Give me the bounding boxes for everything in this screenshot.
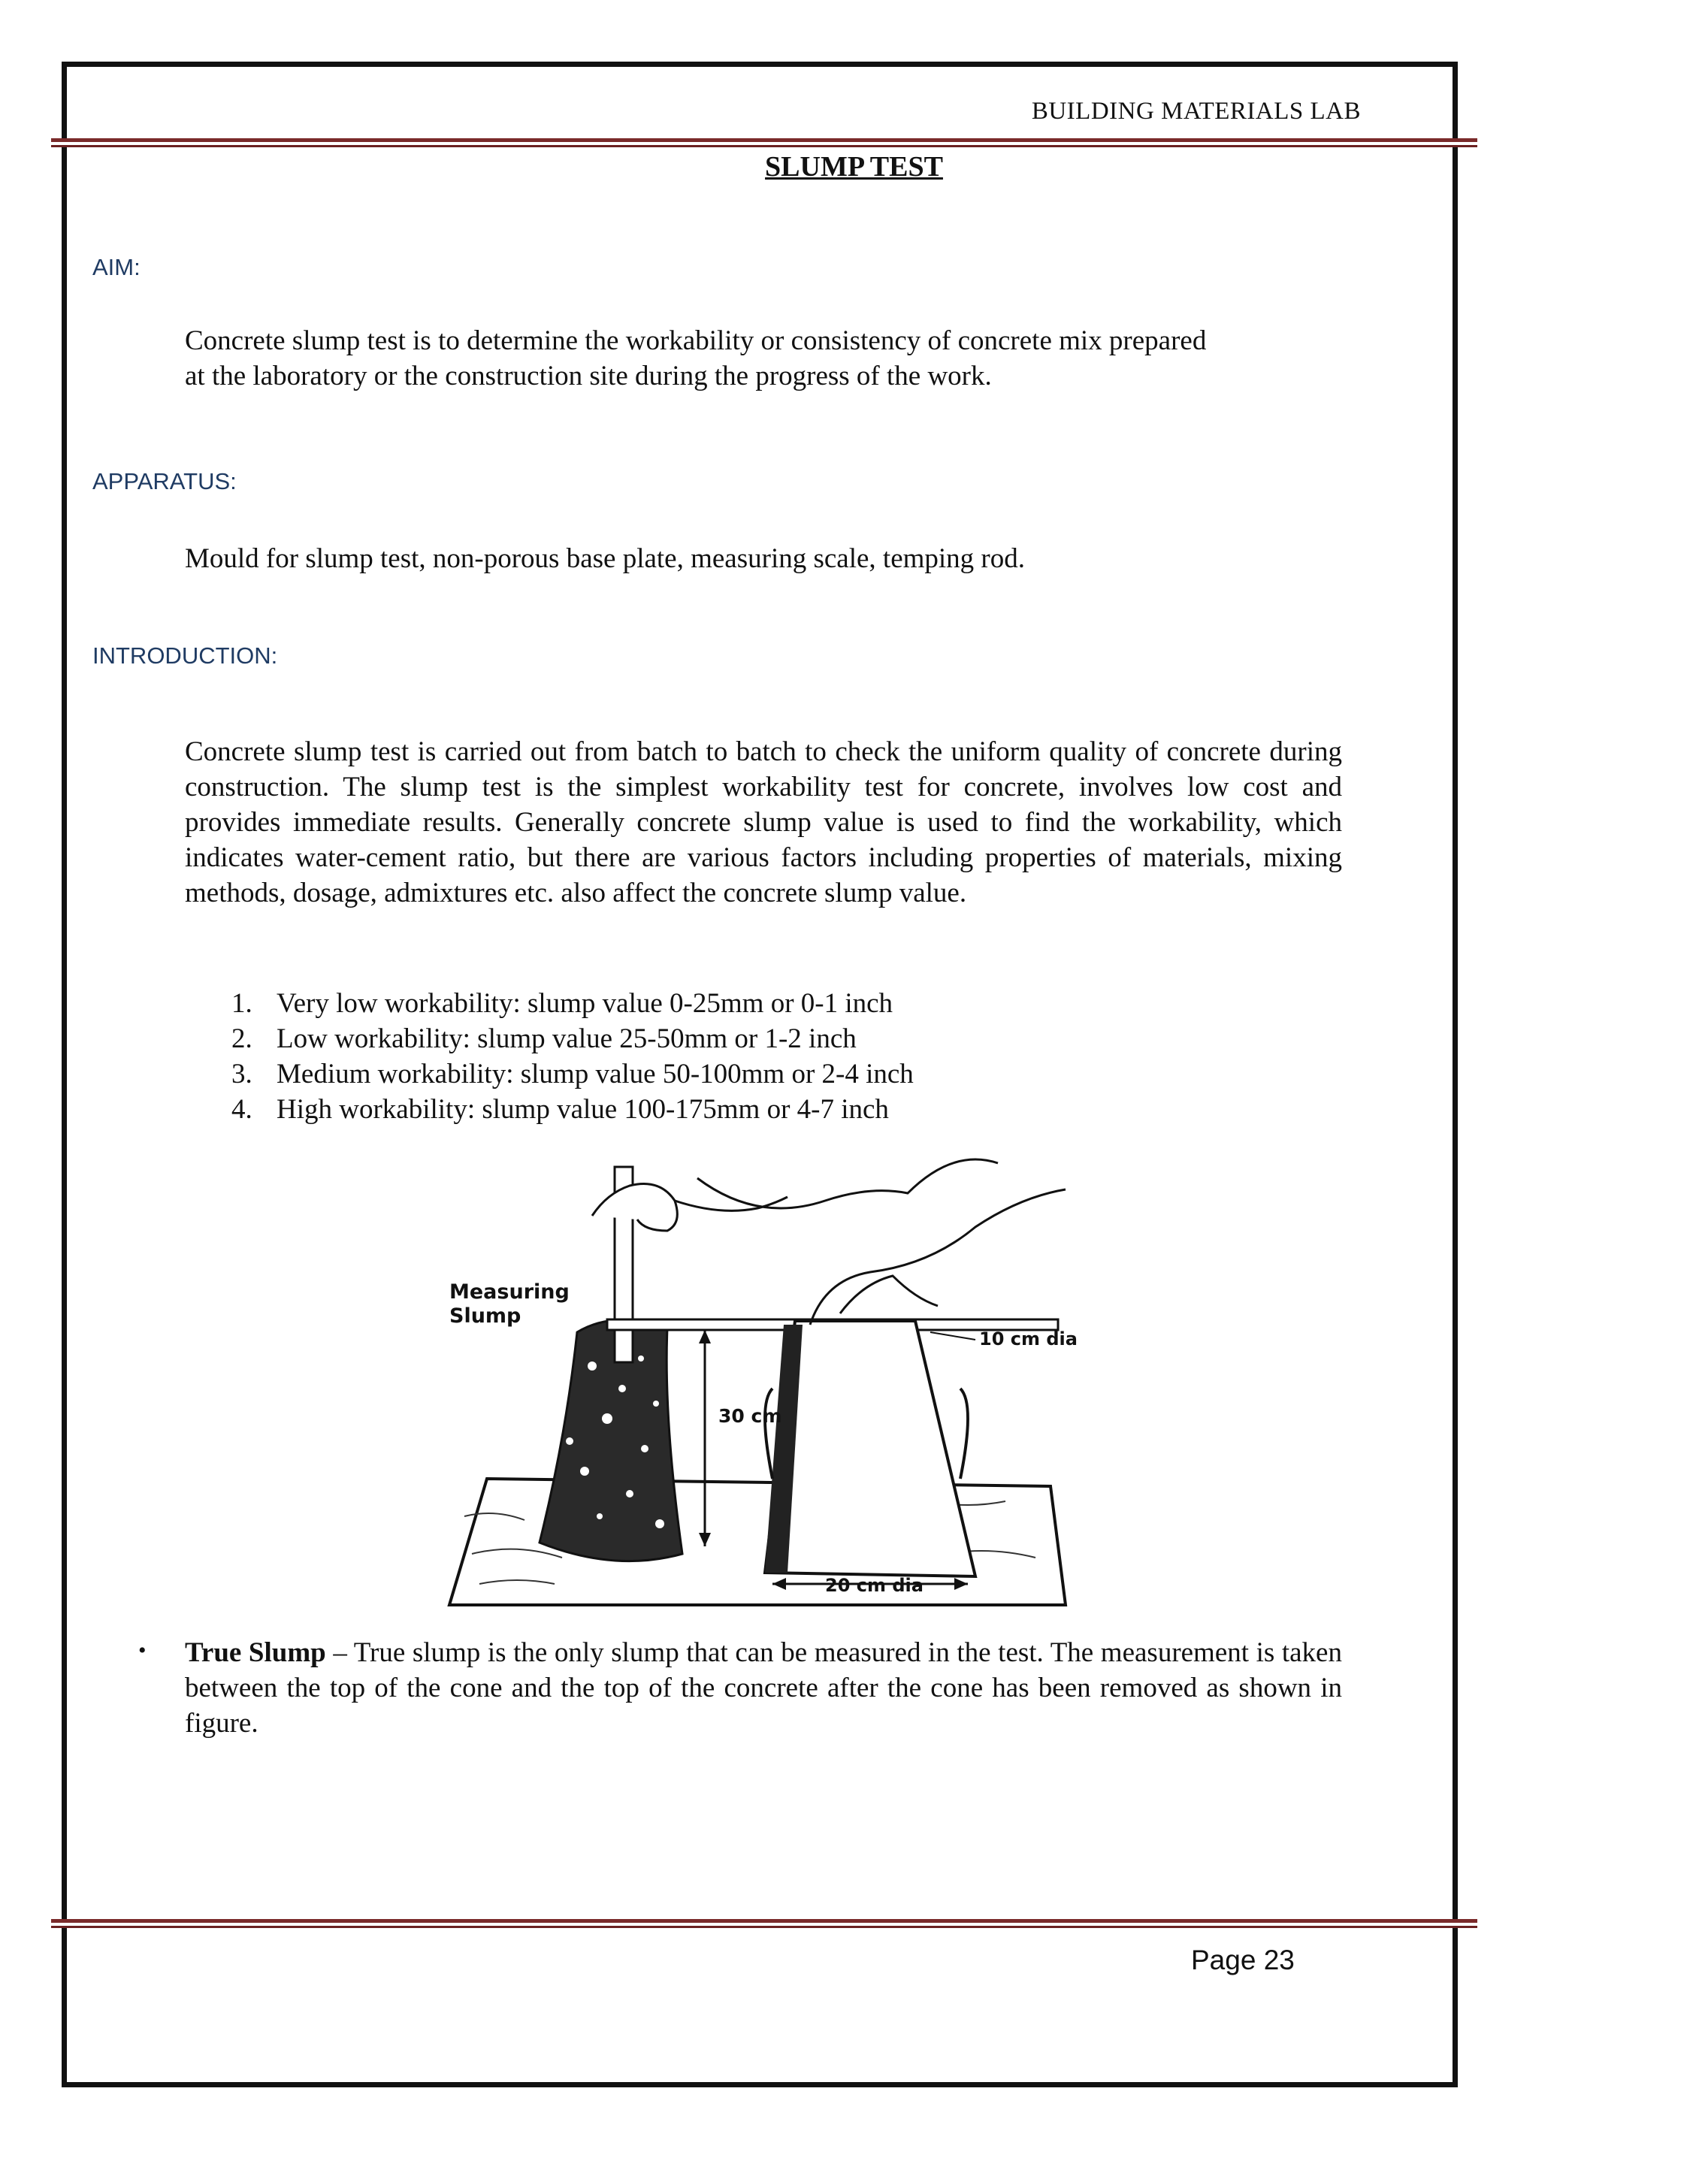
label-measuring: Measuring xyxy=(449,1280,570,1304)
footer-rule xyxy=(51,1919,1477,1928)
list-item: 4. High workability: slump value 100-175mm or 4-7 inch xyxy=(231,1094,889,1125)
workability-list xyxy=(225,986,914,1127)
slump-test-figure xyxy=(449,1163,1078,1606)
header-rule xyxy=(51,138,1477,147)
true-slump-description: – True slump is the only slump that can be measured in the test. The measurement is taken between the top of the cone and the top of the concrete after the cone has been removed as shown in figure. xyxy=(185,1637,1342,1739)
aim-heading: AIM: xyxy=(92,254,141,280)
true-slump-term: True Slump xyxy=(185,1637,326,1668)
page-number: Page 23 xyxy=(1191,1945,1295,1975)
apparatus-heading: APPARATUS: xyxy=(92,468,237,494)
label-slump: Slump xyxy=(449,1304,521,1328)
list-item: 2. Low workability: slump value 25-50mm or 1-2 inch xyxy=(231,1023,857,1054)
label-top-dia: 10 cm dia xyxy=(979,1328,1078,1349)
list-item: 1. Very low workability: slump value 0-25mm or 0-1 inch xyxy=(231,988,893,1019)
list-item: 3. Medium workability: slump value 50-100mm or 2-4 inch xyxy=(231,1059,914,1090)
introduction-text: Concrete slump test is carried out from batch to batch to check the uniform quality of concrete during construction. The slump test is the simplest workability test for concrete, involves low cost and provides immediate results. Generally concrete slump value is used to find the workability, which indicates water-cement ratio, but there are various factors including properties of materials, mixing methods, dosage, admixtures etc. also affect the concrete slump value. xyxy=(185,736,1342,908)
aim-line-2: at the laboratory or the construction site during the progress of the work. xyxy=(185,361,992,391)
true-slump-text xyxy=(185,1635,1342,1741)
label-base-dia: 20 cm dia xyxy=(825,1575,924,1596)
aim-line-1: Concrete slump test is to determine the workability or consistency of concrete mix prepared xyxy=(185,325,1207,356)
apparatus-text: Mould for slump test, non-porous base plate, measuring scale, temping rod. xyxy=(185,543,1026,574)
bullet-marker: • xyxy=(138,1638,147,1663)
aim-text xyxy=(185,323,1342,394)
header-title: BUILDING MATERIALS LAB xyxy=(1031,98,1361,125)
label-height: 30 cm xyxy=(718,1405,782,1427)
introduction-heading: INTRODUCTION: xyxy=(92,642,278,669)
page-title: SLUMP TEST xyxy=(765,151,943,183)
